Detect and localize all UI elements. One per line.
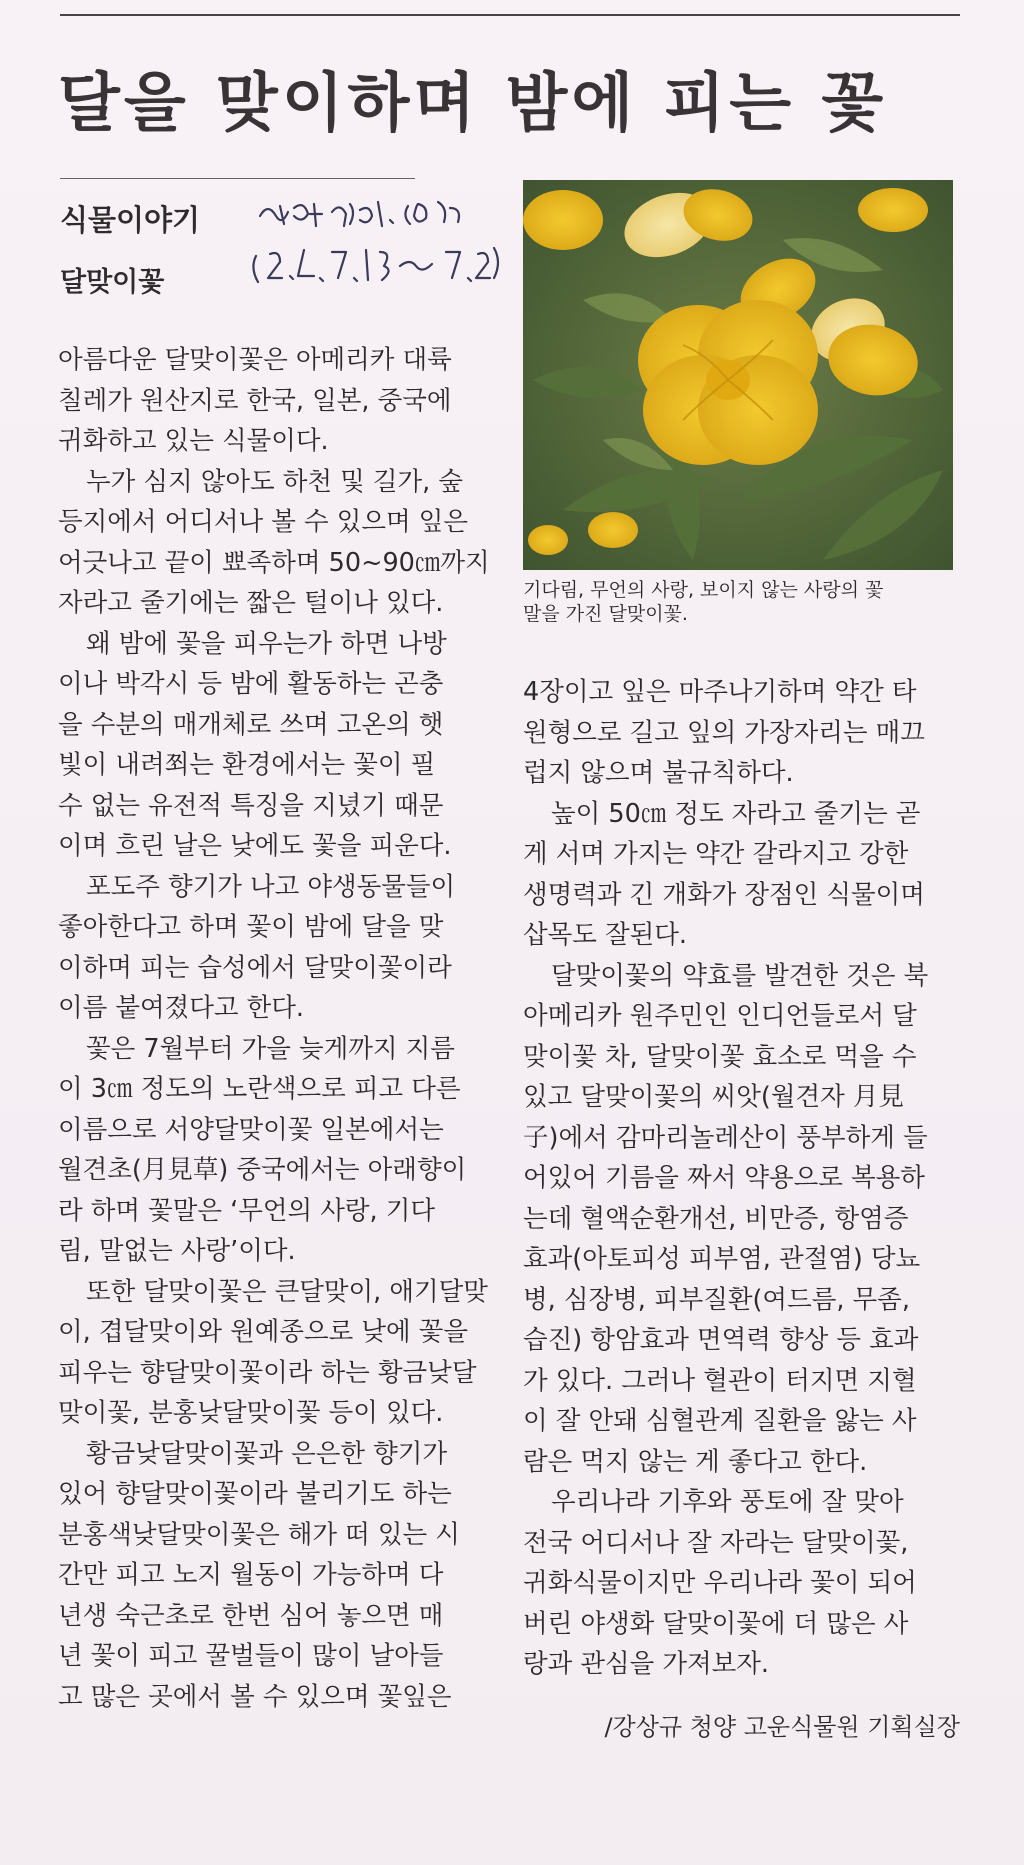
text-line: 는데 혈액순환개선, 비만증, 항염증 (523, 1203, 909, 1234)
section-label: 식물이야기 (60, 203, 201, 237)
section-rule (60, 178, 415, 179)
text-line: 이, 겹달맞이와 원예종으로 낮에 꽃을 (58, 1317, 469, 1347)
text-line: 생명력과 긴 개화가 장점인 식물이며 (523, 879, 925, 910)
text-line: 삽목도 잘된다. (523, 920, 688, 950)
text-line: 가 있다. 그러나 혈관이 터지면 지혈 (523, 1365, 917, 1396)
flower-photo (523, 180, 953, 570)
text-line: 귀화식물이지만 우리나라 꽃이 되어 (523, 1568, 917, 1598)
text-line: 꽃은 7월부터 가을 늦게까지 지름 (86, 1033, 455, 1064)
text-line: 포도주 향기가 나고 야생동물들이 (86, 871, 456, 902)
text-line: 피우는 향달맞이꽃이라 하는 황금낮달 (58, 1357, 477, 1388)
text-line: 년 꽃이 피고 꿀벌들이 많이 날아들 (58, 1641, 444, 1671)
text-line: 누가 심지 않아도 하천 및 길가, 숲 (86, 466, 463, 497)
text-line: 원형으로 길고 잎의 가장자리는 매끄 (523, 717, 925, 748)
text-line: 이 3㎝ 정도의 노란색으로 피고 다른 (58, 1074, 461, 1104)
text-line: 게 서며 가지는 약간 갈라지고 강한 (523, 839, 909, 869)
text-line: 이름 붙여졌다고 한다. (58, 993, 305, 1023)
text-line: 버린 야생화 달맞이꽃에 더 많은 사 (523, 1608, 909, 1639)
headline: 달을 맞이하며 밤에 피는 꽃 (58, 66, 888, 141)
text-line: 좋아한다고 하며 꽃이 밤에 달을 맞 (58, 912, 444, 942)
text-line: 자라고 줄기에는 짧은 털이나 있다. (58, 588, 444, 618)
text-line: 귀화하고 있는 식물이다. (58, 426, 329, 456)
text-line: 달맞이꽃의 약효를 발견한 것은 북 (551, 960, 929, 991)
article-subject: 달맞이꽃 (60, 267, 165, 298)
text-line: 아름다운 달맞이꽃은 아메리카 대륙 (58, 345, 452, 375)
text-line: 을 수분의 매개체로 쓰며 고온의 햇 (58, 709, 444, 740)
text-line: 고 많은 곳에서 볼 수 있으며 꽃잎은 (58, 1681, 452, 1712)
text-line: 이하며 피는 습성에서 달맞이꽃이라 (58, 952, 452, 983)
text-line: 병, 심장병, 피부질환(여드름, 무좀, (523, 1284, 910, 1315)
text-line: 이나 박각시 등 밤에 활동하는 곤충 (58, 669, 444, 699)
text-line: 황금낮달맞이꽃과 은은한 향기가 (86, 1438, 448, 1469)
caption-line: 기다림, 무언의 사랑, 보이지 않는 사랑의 꽃 (523, 579, 884, 601)
text-line: 있고 달맞이꽃의 씨앗(월견자 月見 (523, 1082, 904, 1112)
evening-primrose-image (523, 180, 953, 570)
text-line: 또한 달맞이꽃은 큰달맞이, 애기달맞 (86, 1276, 488, 1307)
text-line: 빛이 내려쬐는 환경에서는 꽃이 필 (58, 750, 436, 780)
text-line: 子)에서 감마리놀레산이 풍부하게 들 (523, 1122, 928, 1153)
text-line: 맞이꽃, 분홍낮달맞이꽃 등이 있다. (58, 1398, 444, 1428)
text-line: 수 없는 유전적 특징을 지녔기 때문 (58, 790, 444, 821)
top-rule (60, 14, 960, 16)
text-line: 맞이꽃 차, 달맞이꽃 효소로 먹을 수 (523, 1041, 917, 1072)
text-line: 왜 밤에 꽃을 피우는가 하면 나방 (86, 628, 447, 659)
text-line: 습진) 항암효과 면역력 향상 등 효과 (523, 1325, 919, 1355)
text-line: 랑과 관심을 가져보자. (523, 1649, 770, 1679)
text-line: 이름으로 서양달맞이꽃 일본에서는 (58, 1114, 444, 1145)
text-line: 있어 향달맞이꽃이라 불리기도 하는 (58, 1479, 452, 1509)
text-line: 우리나라 기후와 풍토에 잘 맞아 (551, 1487, 904, 1517)
text-line: 효과(아토피성 피부염, 관절염) 당뇨 (523, 1244, 921, 1274)
text-line: 라 하며 꽃말은 ‘무언의 사랑, 기다 (58, 1195, 435, 1226)
text-line: 월견초(月見草) 중국에서는 아래향이 (58, 1155, 467, 1185)
text-line: 칠레가 원산지로 한국, 일본, 중국에 (58, 385, 452, 416)
text-line: 림, 말없는 사랑’이다. (58, 1236, 296, 1266)
text-line: 람은 먹지 않는 게 좋다고 한다. (523, 1446, 868, 1477)
caption-line: 말을 가진 달맞이꽃. (523, 603, 688, 625)
handwritten-note (250, 186, 510, 296)
text-line: 어있어 기름을 짜서 약용으로 복용하 (523, 1163, 925, 1193)
photo-caption (523, 578, 963, 626)
right-column (523, 672, 963, 1685)
text-line: 분홍색낮달맞이꽃은 해가 떠 있는 시 (58, 1519, 460, 1550)
text-line: 아메리카 원주민인 인디언들로서 달 (523, 1001, 917, 1031)
text-line: 등지에서 어디서나 볼 수 있으며 잎은 (58, 507, 469, 537)
text-line: 어긋나고 끝이 뾰족하며 50~90㎝까지 (58, 547, 490, 578)
text-line: 4장이고 잎은 마주나기하며 약간 타 (523, 677, 917, 707)
text-line: 럽지 않으며 불규칙하다. (523, 758, 794, 788)
author-byline: /강상규 청양 고운식물원 기획실장 (604, 1713, 960, 1741)
text-line: 간만 피고 노지 월동이 가능하며 다 (58, 1560, 444, 1590)
text-line: 이며 흐린 날은 낮에도 꽃을 피운다. (58, 831, 452, 861)
text-line: 높이 50㎝ 정도 자라고 줄기는 곧 (551, 798, 921, 829)
left-column (58, 340, 498, 1717)
text-line: 년생 숙근초로 한번 심어 놓으면 매 (58, 1600, 444, 1631)
text-line: 이 잘 안돼 심혈관계 질환을 앓는 사 (523, 1406, 917, 1436)
text-line: 전국 어디서나 잘 자라는 달맞이꽃, (523, 1527, 909, 1558)
